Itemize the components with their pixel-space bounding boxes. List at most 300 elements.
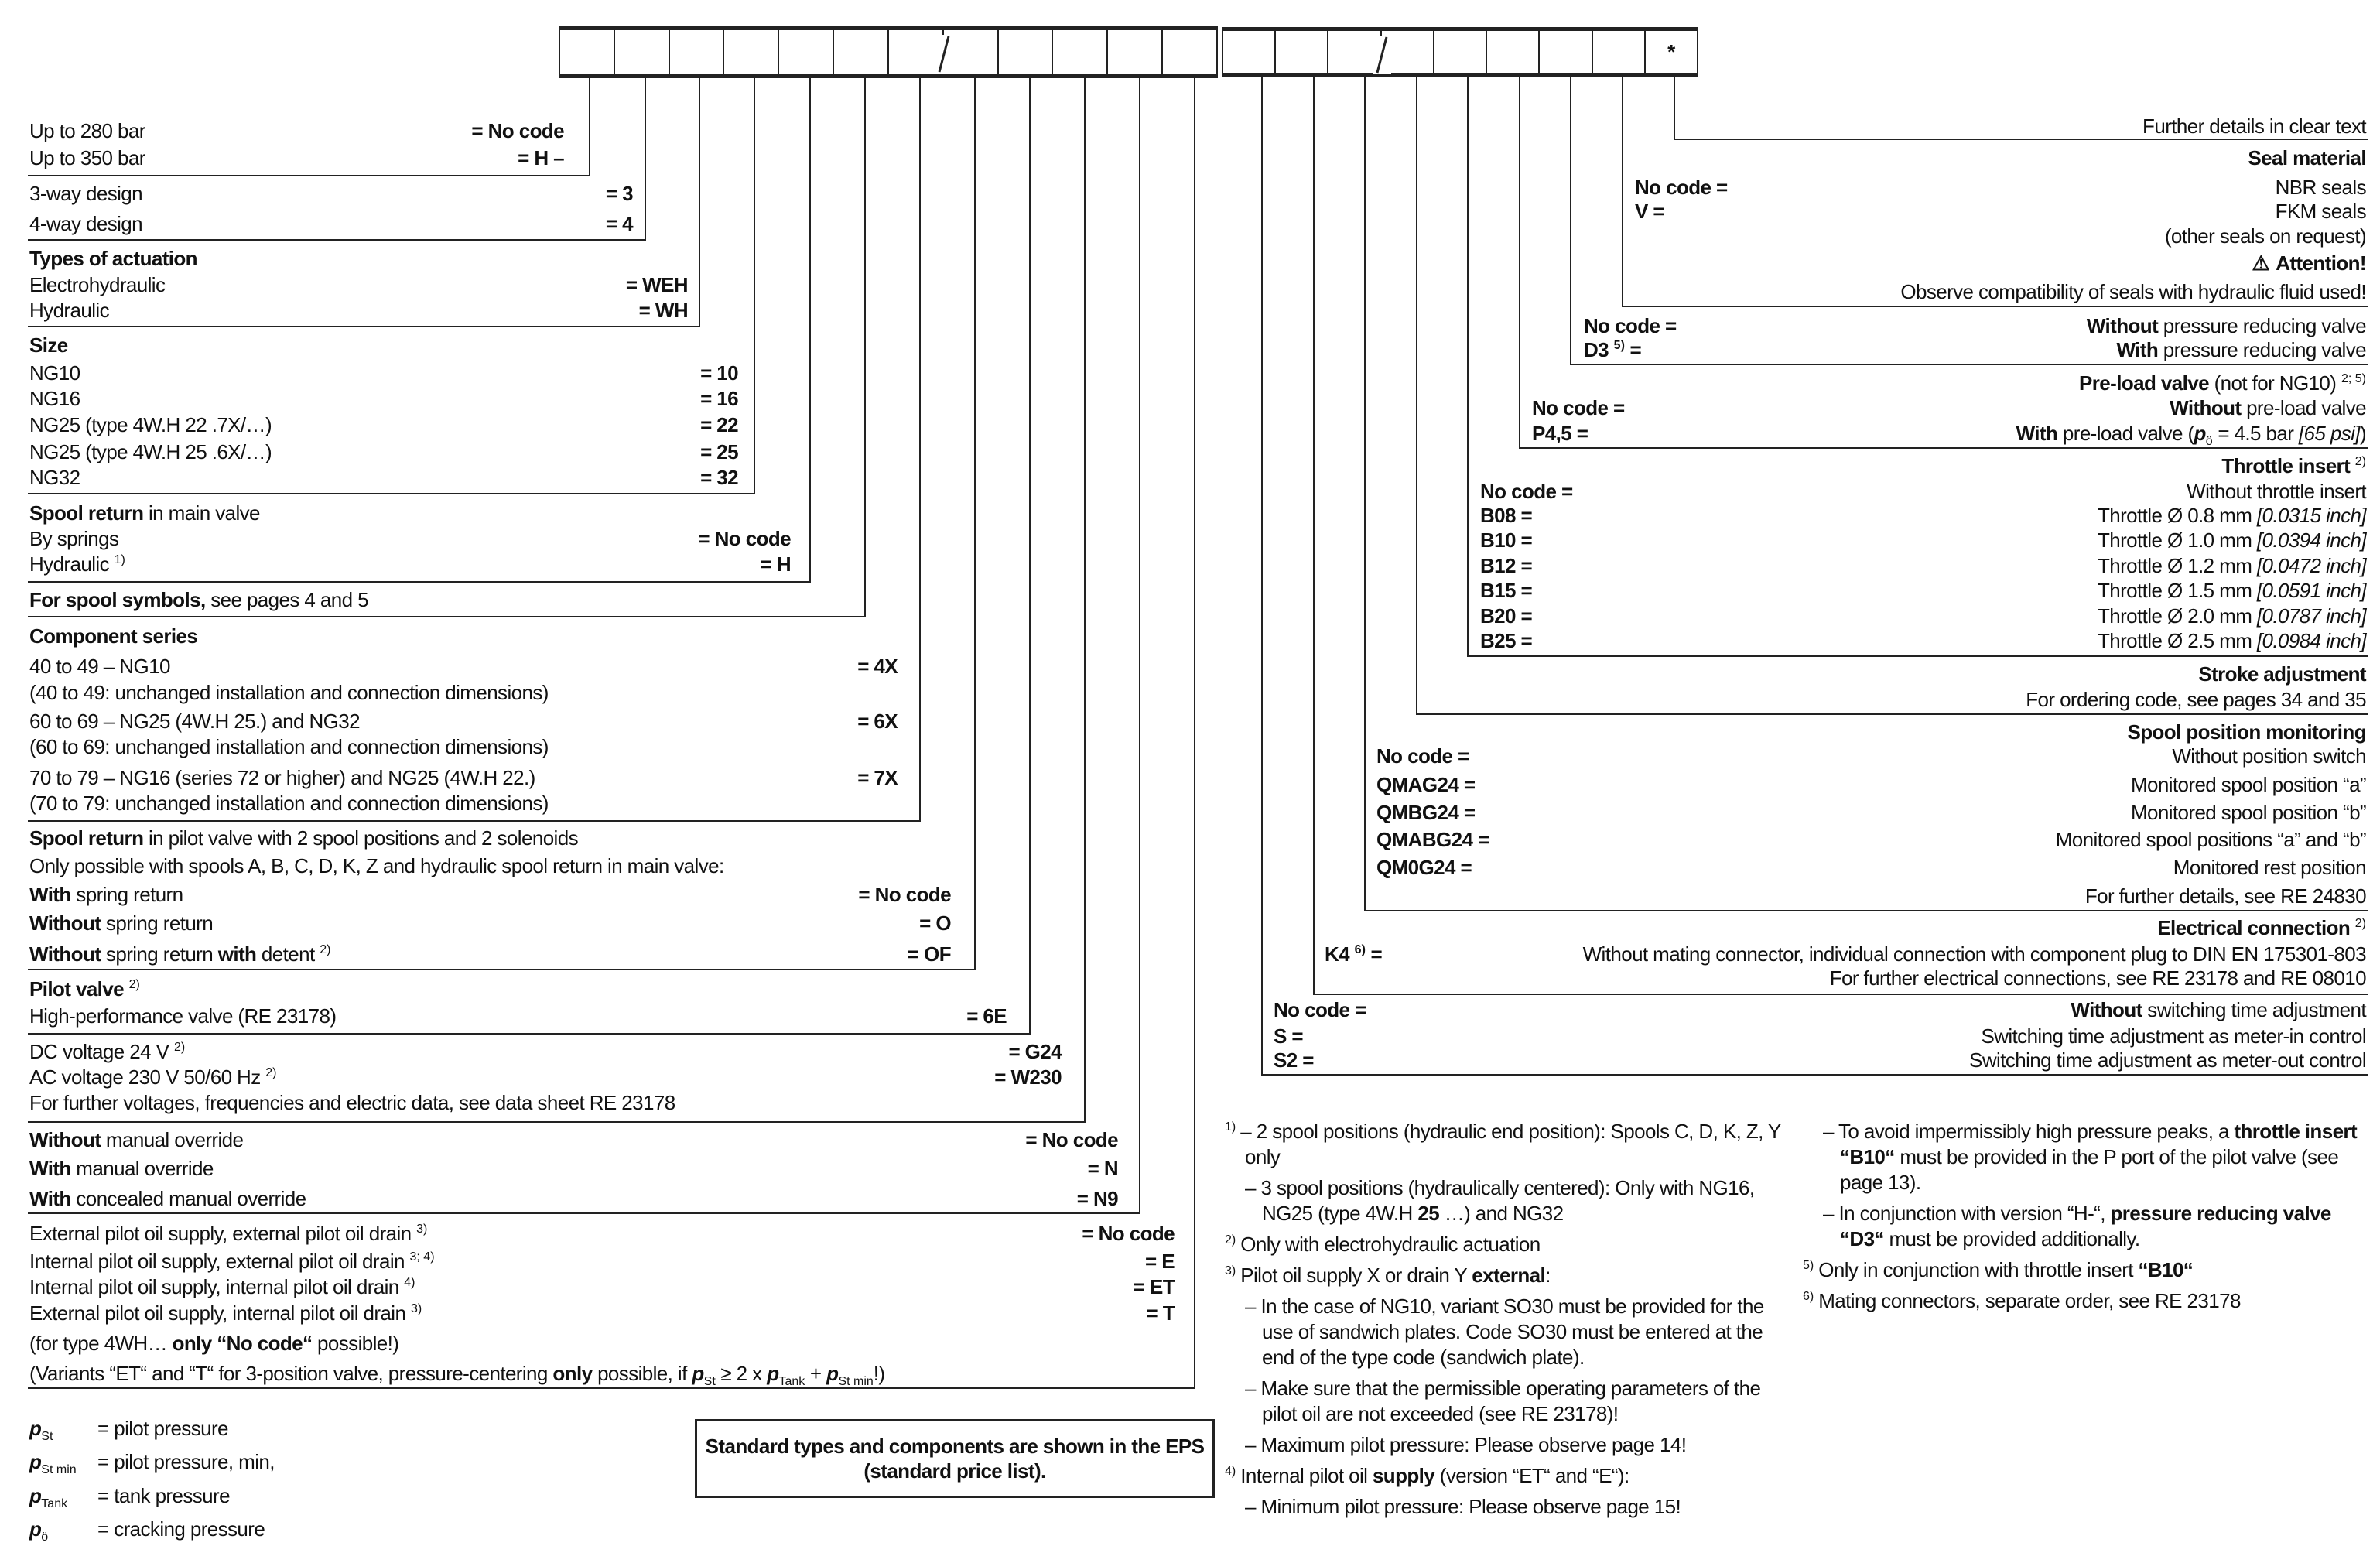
text-segment: With xyxy=(29,1157,71,1180)
section-rule xyxy=(1261,1074,2368,1076)
text-segment: – Make sure that the permissible operating parameters of the pilot oil are not exceeded (see RE 23178)! xyxy=(1245,1377,1761,1425)
text-segment: St xyxy=(703,1375,716,1388)
footnote xyxy=(1820,1119,2360,1195)
code-cell xyxy=(1538,31,1591,73)
leader-line xyxy=(754,77,755,493)
text-segment: Spool return xyxy=(29,826,144,850)
leader-line xyxy=(1261,77,1263,1074)
option-code xyxy=(1532,395,1625,420)
option-code: = H – xyxy=(518,146,564,169)
text: S = xyxy=(1274,1024,1303,1048)
text: Monitored spool positions “a” and “b” xyxy=(2055,828,2366,851)
text-segment: Without xyxy=(29,911,101,935)
text-segment: 2) xyxy=(128,978,140,991)
footnote xyxy=(1242,1432,1782,1458)
text-segment: Component series xyxy=(29,624,198,648)
text-segment: 5) xyxy=(1613,339,1625,352)
option-code: = 6E xyxy=(966,1004,1007,1028)
text-segment: D3 xyxy=(1584,338,1614,361)
text: For further electrical connections, see RE 23178 and RE 08010 xyxy=(1829,966,2366,990)
text-segment: spring return xyxy=(101,942,218,966)
section-rule xyxy=(28,969,976,970)
section-rule xyxy=(28,581,811,583)
text: 60 to 69 – NG25 (4W.H 25.) and NG32 xyxy=(29,710,361,733)
text-segment: 2) xyxy=(265,1066,277,1079)
text-segment: Only with electrohydraulic actuation xyxy=(1240,1233,1541,1256)
text-segment: AC voltage 230 V 50/60 Hz xyxy=(29,1065,266,1089)
option-label xyxy=(29,1127,243,1152)
footnote-marker: 6) xyxy=(1803,1290,1814,1303)
text-segment: ö xyxy=(2205,435,2213,448)
option-code: = 16 xyxy=(700,387,738,410)
footnote xyxy=(1803,1288,2360,1314)
text-segment: manual override xyxy=(101,1128,244,1151)
option-code: = 4 xyxy=(605,212,633,235)
option-code: = T xyxy=(1146,1301,1175,1325)
text: Monitored rest position xyxy=(2173,856,2366,879)
text-segment: p xyxy=(692,1362,704,1385)
option-label xyxy=(29,765,535,790)
leader-line xyxy=(974,77,976,969)
text: Monitored spool position “a” xyxy=(2130,773,2366,796)
text-segment: 3; 4) xyxy=(409,1250,435,1264)
text-segment: With xyxy=(29,883,71,906)
option-label xyxy=(29,791,549,816)
eps-note: Standard types and components are shown in the EPS (standard price list). xyxy=(705,1435,1205,1483)
legend-text: = pilot pressure xyxy=(97,1417,228,1440)
section-rule xyxy=(28,326,700,327)
text-segment: Throttle Ø 1.2 mm xyxy=(2097,554,2257,577)
option-code xyxy=(1532,421,1588,446)
option-code: = 32 xyxy=(700,466,738,489)
footnote xyxy=(1242,1294,1782,1370)
footnote xyxy=(1225,1263,1782,1288)
legend-symbol xyxy=(29,1483,67,1508)
option-label xyxy=(29,882,183,907)
text-segment: throttle insert “B10“ xyxy=(1840,1120,2358,1168)
section-rule xyxy=(28,616,866,617)
option-label xyxy=(29,587,368,612)
text-segment: Internal pilot oil supply, internal pilot oil drain xyxy=(29,1275,405,1298)
text-segment: DC voltage 24 V xyxy=(29,1040,174,1063)
text: Hydraulic xyxy=(29,299,109,322)
code-cell xyxy=(942,30,997,74)
text-segment: – To avoid impermissibly high pressure peaks, a xyxy=(1823,1120,2235,1143)
text-segment: St min xyxy=(41,1463,77,1476)
text-segment: [0.0591 inch] xyxy=(2256,579,2366,602)
option-code xyxy=(1376,855,1472,880)
text-segment: Throttle Ø 2.0 mm xyxy=(2097,604,2257,628)
text: Up to 280 bar xyxy=(29,119,145,142)
option-code: = 3 xyxy=(605,182,633,205)
leader-line xyxy=(1467,77,1469,655)
text: Electrohydraulic xyxy=(29,273,166,296)
section-rule xyxy=(28,1121,1086,1123)
legend-text: = cracking pressure xyxy=(97,1517,265,1541)
text: S2 = xyxy=(1274,1048,1314,1072)
option-code: = W230 xyxy=(994,1065,1062,1089)
text: NG10 xyxy=(29,361,80,385)
text-segment: Seal material xyxy=(2248,146,2366,169)
section-rule xyxy=(28,820,921,822)
option-label xyxy=(29,272,165,297)
text-segment: 2) xyxy=(2354,455,2366,468)
text-segment: St min xyxy=(838,1375,874,1388)
option-code xyxy=(1635,199,1664,224)
option-code: = WH xyxy=(638,299,688,322)
text-segment: (for type 4WH… xyxy=(29,1332,173,1355)
text-segment: Throttle insert xyxy=(2221,454,2355,477)
leader-line xyxy=(809,77,811,581)
text: For ordering code, see pages 34 and 35 xyxy=(2026,688,2366,711)
text-segment: 1) xyxy=(114,553,125,566)
option-description xyxy=(1830,966,2366,990)
text-segment: 4) xyxy=(404,1276,415,1289)
option-code: = O xyxy=(919,911,951,935)
leader-line xyxy=(1194,77,1195,1387)
footnote xyxy=(1225,1463,1782,1489)
text-segment: Throttle Ø 1.5 mm xyxy=(2097,579,2257,602)
option-code: = WEH xyxy=(625,273,688,296)
option-code xyxy=(1274,1024,1303,1048)
text-segment: Without xyxy=(29,1128,101,1151)
text-segment: must be provided additionally. xyxy=(1883,1227,2140,1250)
code-cell xyxy=(1592,31,1644,73)
text-segment: ) xyxy=(2359,422,2366,445)
text-segment: Tank xyxy=(778,1375,805,1388)
text-segment: Hydraulic xyxy=(29,552,115,576)
option-description xyxy=(2098,628,2366,653)
footnote xyxy=(1803,1257,2360,1283)
text-segment: 6) xyxy=(1354,943,1366,956)
option-label xyxy=(29,1274,415,1299)
option-label xyxy=(29,1090,675,1115)
option-code: = N xyxy=(1087,1157,1118,1180)
text: (other seals on request) xyxy=(2164,224,2366,248)
text-segment: Throttle Ø 2.5 mm xyxy=(2097,629,2257,652)
option-description xyxy=(2079,371,2366,395)
text-segment: spring return xyxy=(70,883,183,906)
option-label xyxy=(29,853,724,878)
text-segment: Stroke adjustment xyxy=(2198,662,2366,686)
option-description xyxy=(2098,503,2366,528)
option-code xyxy=(1480,479,1573,504)
text-segment: p xyxy=(29,1484,42,1507)
text: No code = xyxy=(1635,176,1728,199)
option-code xyxy=(1480,628,1532,653)
leader-line xyxy=(1029,77,1031,1033)
option-label xyxy=(29,439,272,464)
text-segment: manual override xyxy=(70,1157,214,1180)
option-code: = ET xyxy=(1133,1275,1175,1298)
legend-text: = pilot pressure, min, xyxy=(97,1450,275,1473)
footnote xyxy=(1242,1494,1782,1520)
section-rule xyxy=(1364,910,2368,911)
option-description xyxy=(2157,915,2366,940)
option-description xyxy=(2173,855,2366,880)
text-segment: External pilot oil supply, internal pilot oil drain xyxy=(29,1301,411,1325)
text-segment: possible, if xyxy=(592,1362,692,1385)
footnote-marker: 1) xyxy=(1225,1120,1236,1134)
text: Only possible with spools A, B, C, D, K, Z and hydraulic spool return in main valve: xyxy=(29,854,724,877)
text-segment: St xyxy=(41,1430,53,1443)
text-segment: pre-load valve ( xyxy=(2057,422,2194,445)
text-segment: – 2 spool positions (hydraulic end position): Spools C, D, K, Z, Y only xyxy=(1240,1120,1781,1168)
option-code: = No code xyxy=(858,883,951,906)
text: FKM seals xyxy=(2275,200,2366,223)
leader-line xyxy=(645,77,646,239)
text: No code = xyxy=(1274,998,1366,1021)
option-label xyxy=(29,145,145,170)
option-label xyxy=(29,118,145,143)
code-cell xyxy=(1052,30,1106,74)
text-segment: Throttle Ø 1.0 mm xyxy=(2097,528,2257,552)
option-code: = N9 xyxy=(1076,1187,1118,1210)
option-code xyxy=(1274,1048,1314,1072)
text-segment: [0.0984 inch] xyxy=(2256,629,2366,652)
option-code xyxy=(1376,827,1489,852)
option-label xyxy=(29,1039,185,1064)
text-segment: (Variants “ET“ and “T“ for 3-position valve, pressure-centering xyxy=(29,1362,553,1385)
option-label xyxy=(29,624,197,648)
text: Without throttle insert xyxy=(2187,480,2366,503)
text-segment: (not for NG10) xyxy=(2208,371,2341,395)
slash-separator xyxy=(1373,36,1391,74)
section-rule xyxy=(28,239,646,241)
text: B20 = xyxy=(1480,604,1533,628)
footnotes-column-1 xyxy=(1225,1119,1782,1525)
text: Switching time adjustment as meter-out control xyxy=(1969,1048,2366,1072)
option-code: = 22 xyxy=(700,413,738,436)
option-label xyxy=(29,680,549,705)
option-label xyxy=(29,412,272,437)
legend-symbol xyxy=(29,1517,49,1544)
text-segment: Size xyxy=(29,333,68,357)
text-segment: – In conjunction with version “H-“, xyxy=(1823,1202,2111,1225)
option-code xyxy=(1480,553,1532,578)
option-description xyxy=(1900,279,2366,304)
ordering-code-boxes-group-2 xyxy=(1222,27,1698,77)
text-segment: With xyxy=(2016,422,2058,445)
legend-text: = tank pressure xyxy=(97,1484,230,1507)
text-segment: p xyxy=(29,1417,42,1440)
text-segment: switching time adjustment xyxy=(2142,998,2366,1021)
text-segment: Spool position monitoring xyxy=(2127,720,2366,744)
text-segment: 25 xyxy=(1417,1202,1440,1225)
text-segment: [0.0394 inch] xyxy=(2256,528,2366,552)
text-segment: – 3 spool positions (hydraulically centered): Only with NG16, NG25 (type 4W.H xyxy=(1245,1176,1755,1225)
option-description xyxy=(2170,395,2366,420)
footnote xyxy=(1820,1201,2360,1252)
text-segment: possible!) xyxy=(312,1332,399,1355)
text-segment: (version “ET“ and “E“): xyxy=(1434,1464,1629,1487)
section-rule xyxy=(1416,713,2368,715)
text: No code = xyxy=(1480,480,1573,503)
text-segment: Pre-load valve xyxy=(2079,371,2209,395)
option-description xyxy=(2187,479,2366,504)
code-cell xyxy=(1644,31,1698,73)
text: Observe compatibility of seals with hydraulic fluid used! xyxy=(1900,280,2366,303)
option-code xyxy=(1480,578,1532,603)
option-description xyxy=(2198,662,2366,686)
option-code xyxy=(1584,313,1677,338)
option-code xyxy=(1376,744,1469,768)
option-label xyxy=(29,526,118,551)
text-segment: ≥ 2 x xyxy=(715,1362,768,1385)
option-code xyxy=(1274,997,1366,1022)
option-code xyxy=(1480,503,1532,528)
option-label xyxy=(29,246,197,271)
option-label xyxy=(29,654,170,679)
footnote-marker: 5) xyxy=(1803,1259,1814,1272)
text-segment: Spool return xyxy=(29,501,144,525)
text: B10 = xyxy=(1480,528,1533,552)
text-segment: K4 xyxy=(1325,942,1355,966)
text-segment: p xyxy=(2194,422,2206,445)
section-rule xyxy=(28,1212,1140,1214)
text-segment: must be provided in the P port of the pilot valve (see page 13). xyxy=(1840,1145,2339,1194)
text: NG25 (type 4W.H 25 .6X/…) xyxy=(29,440,272,463)
option-label xyxy=(29,976,140,1001)
code-cell xyxy=(1433,31,1486,73)
text: NG25 (type 4W.H 22 .7X/…) xyxy=(29,413,272,436)
section-rule xyxy=(1622,306,2368,307)
option-label xyxy=(29,1221,427,1246)
text: Up to 350 bar xyxy=(29,146,145,169)
option-label xyxy=(29,361,80,385)
text-segment: detent xyxy=(256,942,320,966)
text: No code = xyxy=(1376,744,1469,768)
text: B08 = xyxy=(1480,504,1533,527)
text-segment: [0.0315 inch] xyxy=(2256,504,2366,527)
option-label xyxy=(29,1361,884,1386)
option-code: = E xyxy=(1145,1250,1175,1273)
asterisk-mark: * xyxy=(1667,39,1675,63)
text: B12 = xyxy=(1480,554,1533,577)
text: By springs xyxy=(29,527,119,550)
text-segment: pre-load valve xyxy=(2241,396,2366,419)
code-cell xyxy=(1274,31,1327,73)
text-segment: – Minimum pilot pressure: Please observe page 15! xyxy=(1245,1495,1681,1518)
text-segment: Tank xyxy=(41,1497,68,1510)
slash-separator xyxy=(935,35,953,74)
legend-symbol xyxy=(29,1416,53,1441)
leader-line xyxy=(589,77,590,175)
text-segment: p xyxy=(29,1450,42,1473)
code-cell xyxy=(1161,30,1218,74)
option-description xyxy=(2026,687,2366,712)
option-code: = No code xyxy=(698,527,791,550)
option-description xyxy=(2098,578,2366,603)
option-label xyxy=(29,1065,277,1089)
option-description xyxy=(2071,997,2366,1022)
text-segment: Without xyxy=(2170,396,2242,419)
text-segment: p xyxy=(29,1517,42,1541)
text: 3-way design xyxy=(29,182,142,205)
leader-line xyxy=(1084,77,1086,1121)
footnotes-column-2 xyxy=(1803,1119,2360,1319)
leader-line xyxy=(1313,77,1315,994)
text-segment: [0.0787 inch] xyxy=(2256,604,2366,628)
option-description xyxy=(2221,453,2366,478)
option-description xyxy=(2248,145,2366,170)
option-description xyxy=(2016,421,2366,446)
option-label xyxy=(29,734,549,759)
text-segment: p xyxy=(767,1362,779,1385)
footnote xyxy=(1225,1119,1782,1170)
text-segment: see pages 4 and 5 xyxy=(205,588,368,611)
leader-line xyxy=(1674,77,1675,139)
text-segment: Pilot oil supply X or drain Y xyxy=(1240,1264,1472,1287)
text: QMABG24 = xyxy=(1376,828,1489,851)
text-segment: in pilot valve with 2 spool positions and 2 solenoids xyxy=(143,826,578,850)
footnote xyxy=(1225,1232,1782,1257)
text-segment: Mating connectors, separate order, see RE 23178 xyxy=(1818,1289,2241,1312)
leader-line xyxy=(864,77,866,616)
text-segment: with xyxy=(217,942,257,966)
code-cell xyxy=(778,30,833,74)
option-description xyxy=(2085,884,2366,908)
option-code: = 25 xyxy=(700,440,738,463)
section-rule xyxy=(28,175,590,176)
option-label xyxy=(29,826,578,850)
text-segment: only “No code“ xyxy=(172,1332,313,1355)
text: 4-way design xyxy=(29,212,142,235)
option-label xyxy=(29,1004,336,1028)
option-code: = 6X xyxy=(857,710,898,733)
text: No code = xyxy=(1584,314,1677,337)
text: No code = xyxy=(1532,396,1625,419)
text-segment: pressure reducing valve xyxy=(2158,338,2366,361)
option-label xyxy=(29,942,330,966)
section-rule xyxy=(28,493,755,494)
option-description xyxy=(2142,114,2366,139)
text: NG16 xyxy=(29,387,80,410)
text-segment: 2) xyxy=(2354,917,2366,930)
option-label xyxy=(29,501,260,525)
option-description xyxy=(2116,337,2366,362)
leader-line xyxy=(1622,77,1623,306)
code-cell xyxy=(723,30,778,74)
text-segment: = xyxy=(1624,338,1642,361)
text: (70 to 79: unchanged installation and connection dimensions) xyxy=(29,792,549,815)
section-rule xyxy=(1467,655,2368,657)
option-label xyxy=(29,298,109,323)
text-segment: Without xyxy=(2086,314,2159,337)
code-cell xyxy=(1380,31,1433,73)
option-label xyxy=(29,465,80,490)
section-rule xyxy=(1313,994,2368,995)
section-rule xyxy=(1674,139,2368,140)
option-code xyxy=(1635,175,1728,200)
text-segment: …) and NG32 xyxy=(1439,1202,1564,1225)
option-label xyxy=(29,181,142,206)
text-segment: – Maximum pilot pressure: Please observe page 14! xyxy=(1245,1433,1687,1456)
option-label xyxy=(29,1331,398,1356)
text: NG32 xyxy=(29,466,80,489)
text: For further voltages, frequencies and electric data, see data sheet RE 23178 xyxy=(29,1091,675,1114)
option-description xyxy=(2098,528,2366,552)
leader-line xyxy=(1519,77,1520,447)
text-segment: Without xyxy=(29,942,101,966)
code-cell xyxy=(614,30,669,74)
text-segment: Types of actuation xyxy=(29,247,197,270)
footnote-marker: 2) xyxy=(1225,1233,1236,1247)
footnote-marker: 4) xyxy=(1225,1465,1236,1478)
section-rule xyxy=(1519,447,2368,449)
text: Without mating connector, individual connection with component plug to DIN EN 175301-803 xyxy=(1582,942,2366,966)
option-description xyxy=(2131,800,2366,825)
